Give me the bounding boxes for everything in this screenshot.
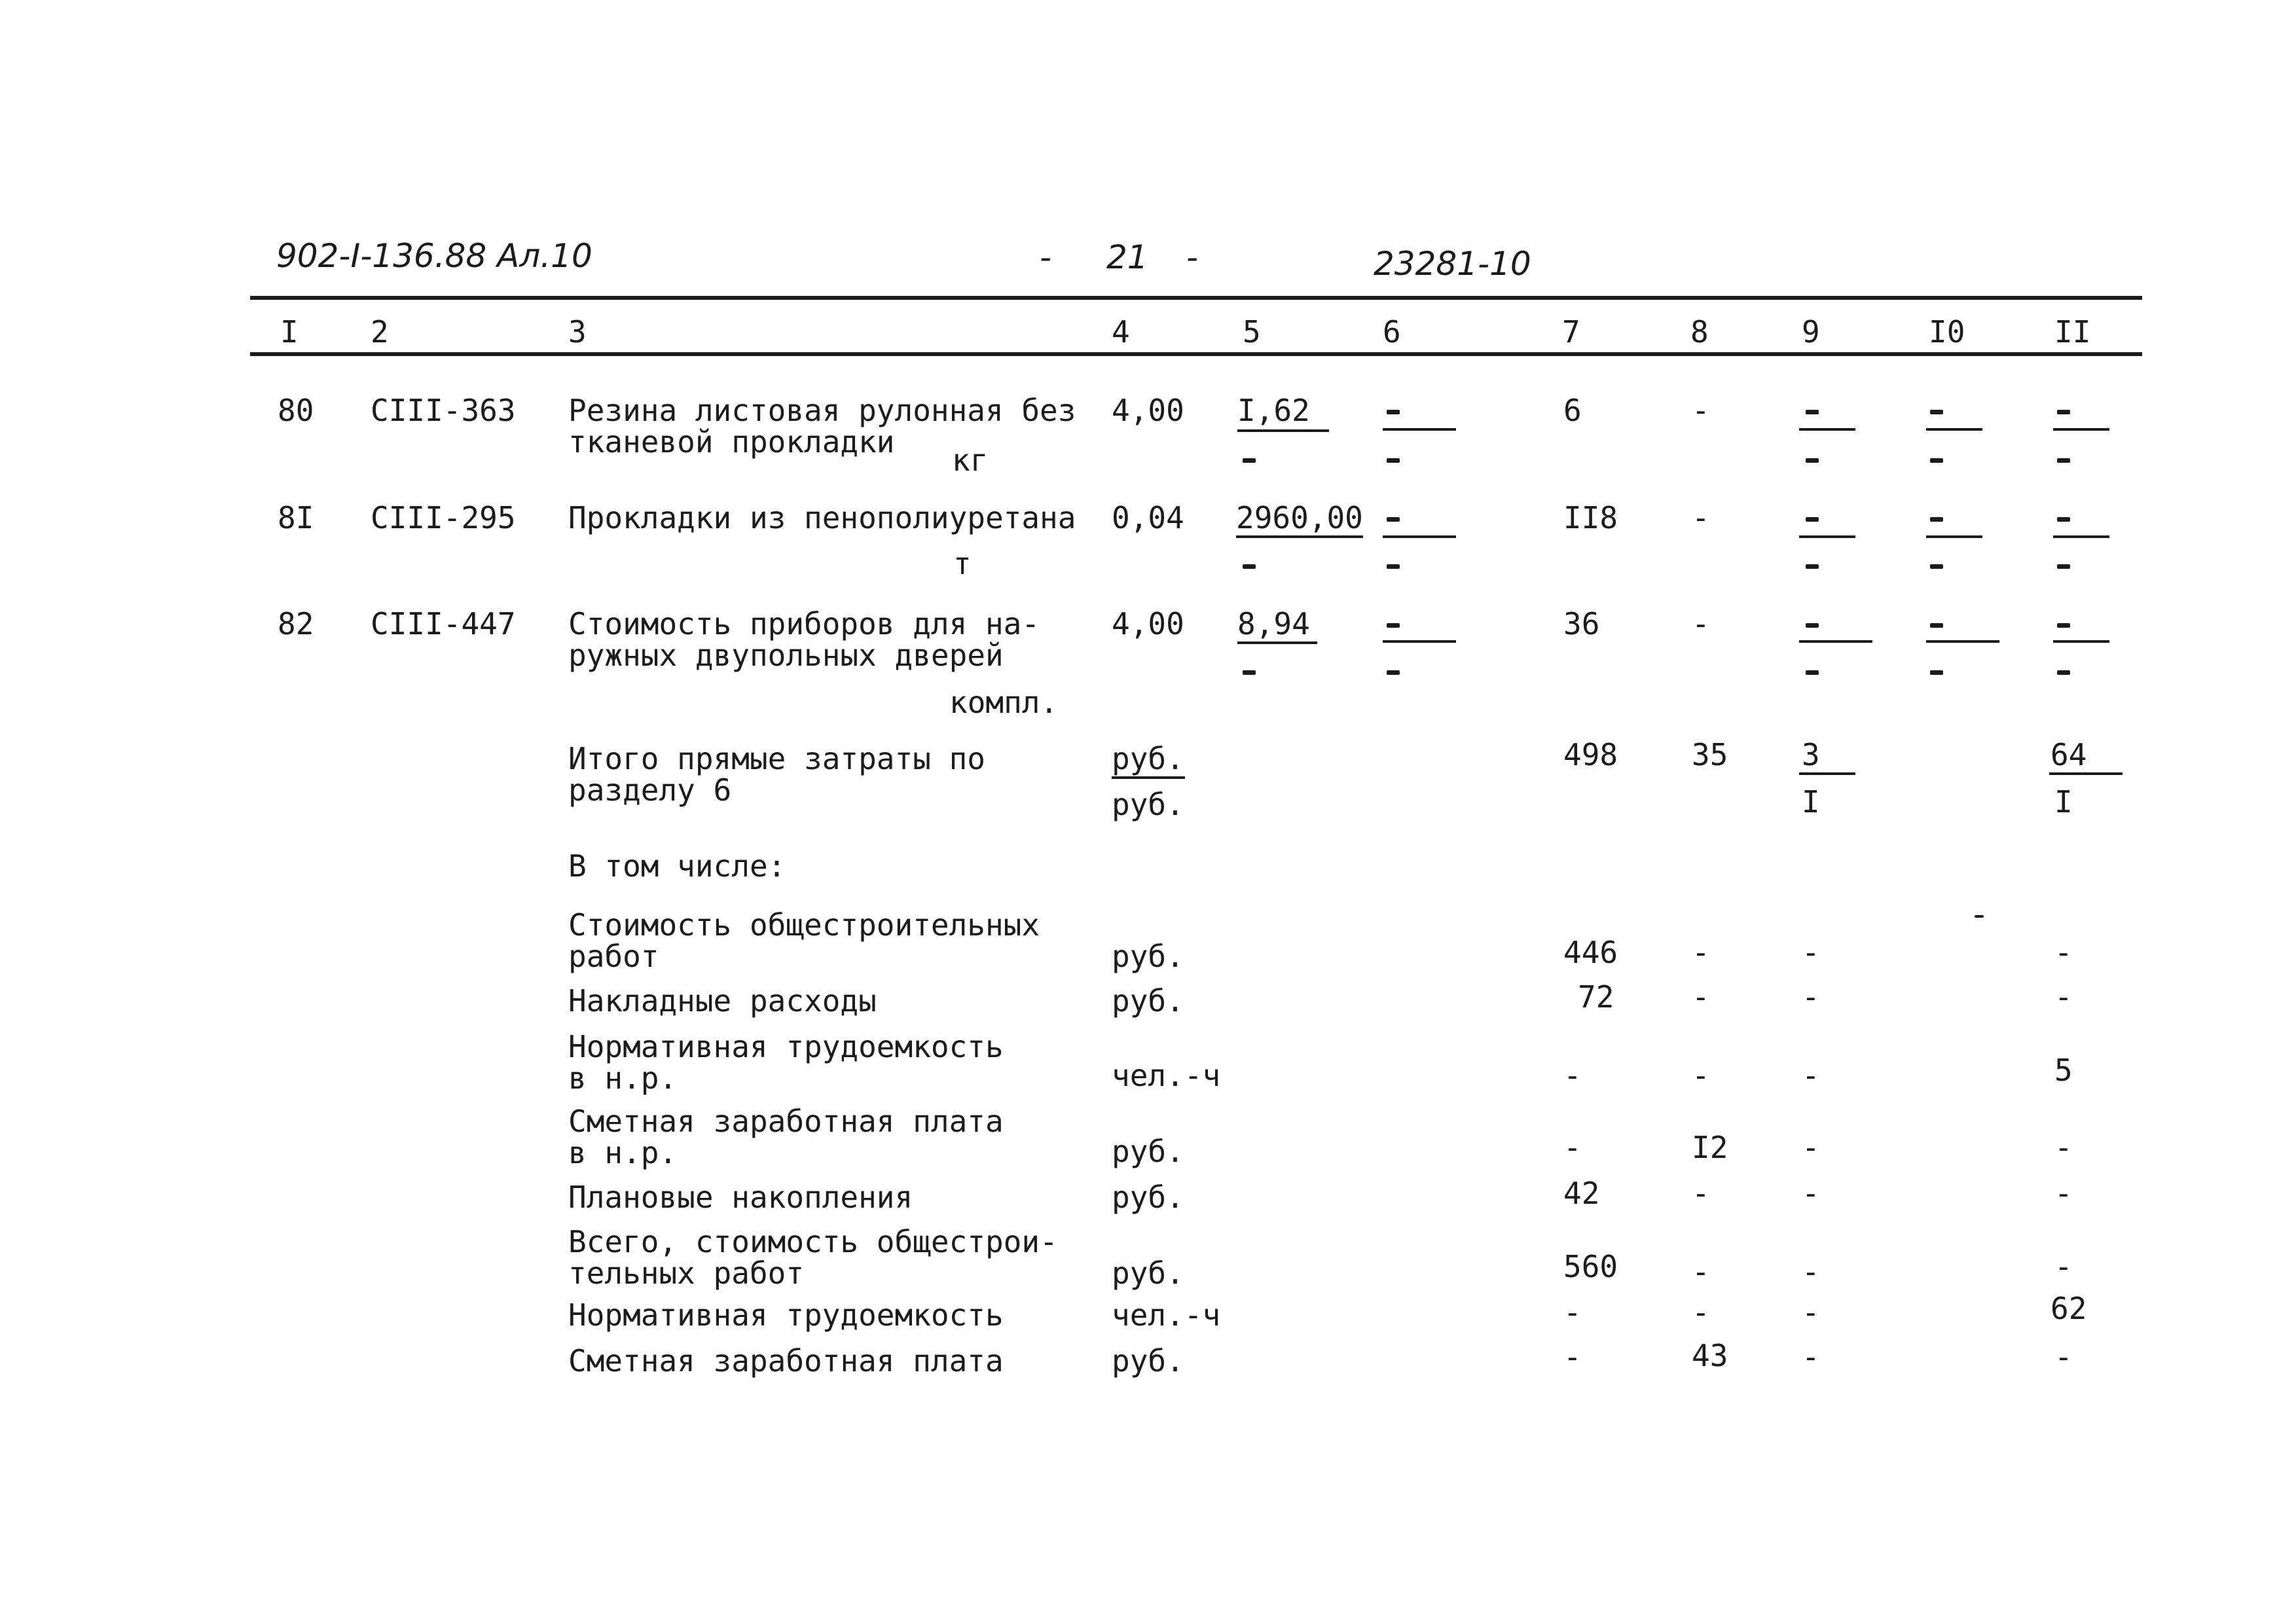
breakdown-unit: руб. (1112, 939, 1184, 974)
dash-mark (1387, 670, 1400, 675)
breakdown-col11: - (2054, 979, 2073, 1015)
col9-underline (1799, 640, 1872, 643)
column-header: 3 (568, 314, 587, 350)
dash-mark (2057, 517, 2070, 522)
breakdown-col8: - (1692, 935, 1710, 970)
breakdown-unit: руб. (1112, 983, 1184, 1019)
breakdown-col11: - (2054, 1176, 2073, 1211)
totals-col8: 35 (1692, 737, 1728, 772)
breakdown-col11: 5 (2054, 1053, 2073, 1088)
row-quantity: 4,00 (1112, 606, 1184, 641)
breakdown-unit: чел.-ч (1112, 1058, 1221, 1093)
row-name-line1: Прокладки из пенополиуретана (568, 500, 1076, 535)
breakdown-label-line2: в н.р. (568, 1060, 678, 1096)
breakdown-label-line1: Накладные расходы (568, 983, 877, 1019)
inventory-number: 23281-10 (1374, 245, 1531, 283)
breakdown-col8: - (1692, 979, 1710, 1015)
breakdown-label-line1: Нормативная трудоемкость (568, 1297, 1004, 1333)
dash-mark (1387, 564, 1400, 569)
breakdown-label-line2: в н.р. (568, 1135, 678, 1170)
row-col7: II8 (1563, 500, 1618, 535)
column-header: 4 (1112, 314, 1130, 350)
page-dash-left: - (1040, 238, 1052, 276)
breakdown-unit: чел.-ч (1112, 1297, 1221, 1333)
row-number: 82 (278, 606, 314, 641)
col10-underline (1926, 640, 1999, 643)
dash-mark (2057, 623, 2070, 628)
breakdown-label-line1: Всего, стоимость общестрои- (568, 1224, 1058, 1259)
column-header: 2 (371, 314, 389, 350)
column-header: 7 (1562, 314, 1580, 350)
dash-mark (2057, 564, 2070, 569)
row-number: 80 (278, 393, 314, 428)
totals-unit-top: руб. (1112, 741, 1184, 776)
row-quantity: 4,00 (1112, 393, 1184, 428)
breakdown-col9: - (1802, 1058, 1820, 1093)
breakdown-col9: - (1802, 979, 1820, 1015)
price-underline (1236, 535, 1363, 538)
dash-mark (1387, 517, 1400, 522)
dash-mark (1806, 517, 1819, 522)
col11-underline (2049, 772, 2123, 775)
row-col8: - (1692, 500, 1710, 535)
row-code: СIII-295 (371, 500, 516, 535)
breakdown-col11: - (2054, 1339, 2073, 1375)
breakdown-col8: I2 (1692, 1130, 1728, 1165)
dash-mark (1930, 458, 1943, 463)
breakdown-label-line1: Нормативная трудоемкость (568, 1029, 1004, 1064)
row-code: СIII-447 (371, 606, 516, 641)
dash-mark (1806, 623, 1819, 628)
row-unit: т (953, 546, 972, 581)
breakdown-unit: руб. (1112, 1343, 1184, 1379)
breakdown-unit: руб. (1112, 1180, 1184, 1215)
row-name-line2: ружных двупольных дверей (568, 638, 1004, 673)
unit-underline (1112, 776, 1185, 779)
breakdown-col11: - (2054, 935, 2073, 970)
dash-mark (1806, 670, 1819, 675)
column-header: I0 (1929, 314, 1965, 350)
dash-mark (1930, 670, 1943, 675)
row-name-line2: тканевой прокладки (568, 424, 895, 460)
row-col8: - (1692, 393, 1710, 428)
totals-col11-bottom: I (2054, 784, 2073, 820)
breakdown-col11: 62 (2050, 1291, 2087, 1326)
breakdown-col11: - (2054, 1130, 2073, 1165)
col11-underline (2053, 640, 2109, 643)
breakdown-col11: - (2054, 1249, 2073, 1284)
breakdown-label-line2: работ (568, 939, 659, 974)
dash-mark (1930, 410, 1943, 414)
col10-underline (1926, 428, 1982, 431)
totals-label-line1: Итого прямые затраты по (568, 741, 985, 776)
breakdown-col7: 72 (1578, 979, 1614, 1015)
totals-label-line2: разделу 6 (568, 772, 732, 808)
totals-col9-bottom: I (1802, 784, 1820, 820)
breakdown-label-line1: Стоимость общестроительных (568, 907, 1040, 943)
breakdown-col7: 446 (1563, 935, 1618, 970)
breakdown-col9: - (1802, 1254, 1820, 1290)
col9-underline (1799, 535, 1855, 538)
breakdown-col9: - (1802, 1130, 1820, 1165)
breakdown-label-line1: Плановые накопления (568, 1180, 913, 1215)
dash-mark (1243, 458, 1256, 463)
column-header: 9 (1802, 314, 1820, 350)
dash-mark (1806, 564, 1819, 569)
row-col7: 6 (1563, 393, 1582, 428)
dash-mark (1243, 670, 1256, 675)
row-number: 8I (278, 500, 314, 535)
breakdown-col7: - (1563, 1058, 1582, 1093)
dash-mark (1806, 410, 1819, 414)
breakdown-col7: - (1563, 1130, 1582, 1165)
col11-underline (2053, 535, 2109, 538)
col9-underline (1799, 428, 1855, 431)
column-header: 8 (1690, 314, 1709, 350)
dash-mark (2057, 670, 2070, 675)
col6-underline (1383, 428, 1456, 431)
row-col7: 36 (1563, 606, 1600, 641)
row-col8: - (1692, 606, 1710, 641)
breakdown-unit: руб. (1112, 1255, 1184, 1291)
col10-underline (1926, 535, 1982, 538)
breakdown-label-line1: Сметная заработная плата (568, 1104, 1004, 1139)
row-code: СIII-363 (371, 393, 516, 428)
row-unit: компл. (949, 685, 1059, 720)
col6-underline (1383, 535, 1456, 538)
breakdown-col7: 560 (1563, 1249, 1618, 1284)
dash-mark (1806, 458, 1819, 463)
dash-mark (2057, 458, 2070, 463)
breakdown-col8: - (1692, 1058, 1710, 1093)
column-header: I (280, 314, 299, 350)
page-dash-right: - (1186, 238, 1199, 276)
row-price: 2960,00 (1236, 500, 1363, 535)
breakdown-col9: - (1802, 935, 1820, 970)
col11-underline (2053, 428, 2109, 431)
dash-mark (1387, 458, 1400, 463)
header-bottom-rule (250, 352, 2142, 356)
header-top-rule (250, 296, 2142, 300)
breakdown-label-line1: Сметная заработная плата (568, 1343, 1004, 1379)
dash-mark (1930, 517, 1943, 522)
page-number: 21 (1106, 238, 1148, 276)
column-header: II (2054, 314, 2091, 350)
dash-mark (1930, 564, 1943, 569)
col6-underline (1383, 640, 1456, 643)
column-header: 6 (1383, 314, 1401, 350)
dash-mark (1243, 564, 1256, 569)
breakdown-col8: - (1692, 1176, 1710, 1211)
dash-mark (1387, 623, 1400, 628)
breakdown-col8: - (1692, 1295, 1710, 1330)
dash-mark (1975, 915, 1984, 918)
breakdown-col9: - (1802, 1176, 1820, 1211)
row-quantity: 0,04 (1112, 500, 1184, 535)
breakdown-col9: - (1802, 1295, 1820, 1330)
row-price: 8,94 (1237, 606, 1310, 641)
including-label: В том числе: (568, 848, 786, 884)
row-price: I,62 (1237, 393, 1310, 428)
totals-col11-top: 64 (2050, 737, 2087, 772)
breakdown-label-line2: тельных работ (568, 1255, 805, 1291)
totals-col9-top: 3 (1802, 737, 1820, 772)
col9-underline (1799, 772, 1855, 775)
totals-col7: 498 (1563, 737, 1618, 772)
breakdown-col7: 42 (1563, 1176, 1600, 1211)
price-underline (1237, 429, 1329, 432)
dash-mark (2057, 410, 2070, 414)
breakdown-col8: - (1692, 1254, 1710, 1290)
row-unit: кг (952, 442, 989, 478)
breakdown-col8: 43 (1692, 1338, 1728, 1373)
dash-mark (1387, 410, 1400, 414)
breakdown-col7: - (1563, 1295, 1582, 1330)
totals-unit-bottom: руб. (1112, 787, 1184, 822)
row-name-line1: Стоимость приборов для на- (568, 606, 1040, 641)
breakdown-unit: руб. (1112, 1134, 1184, 1169)
breakdown-col9: - (1802, 1339, 1820, 1375)
price-underline (1237, 641, 1317, 644)
column-header: 5 (1243, 314, 1261, 350)
row-name-line1: Резина листовая рулонная без (568, 393, 1076, 428)
breakdown-col7: - (1563, 1339, 1582, 1375)
dash-mark (1930, 623, 1943, 628)
document-code: 902-I-136.88 Ал.10 (276, 237, 592, 275)
